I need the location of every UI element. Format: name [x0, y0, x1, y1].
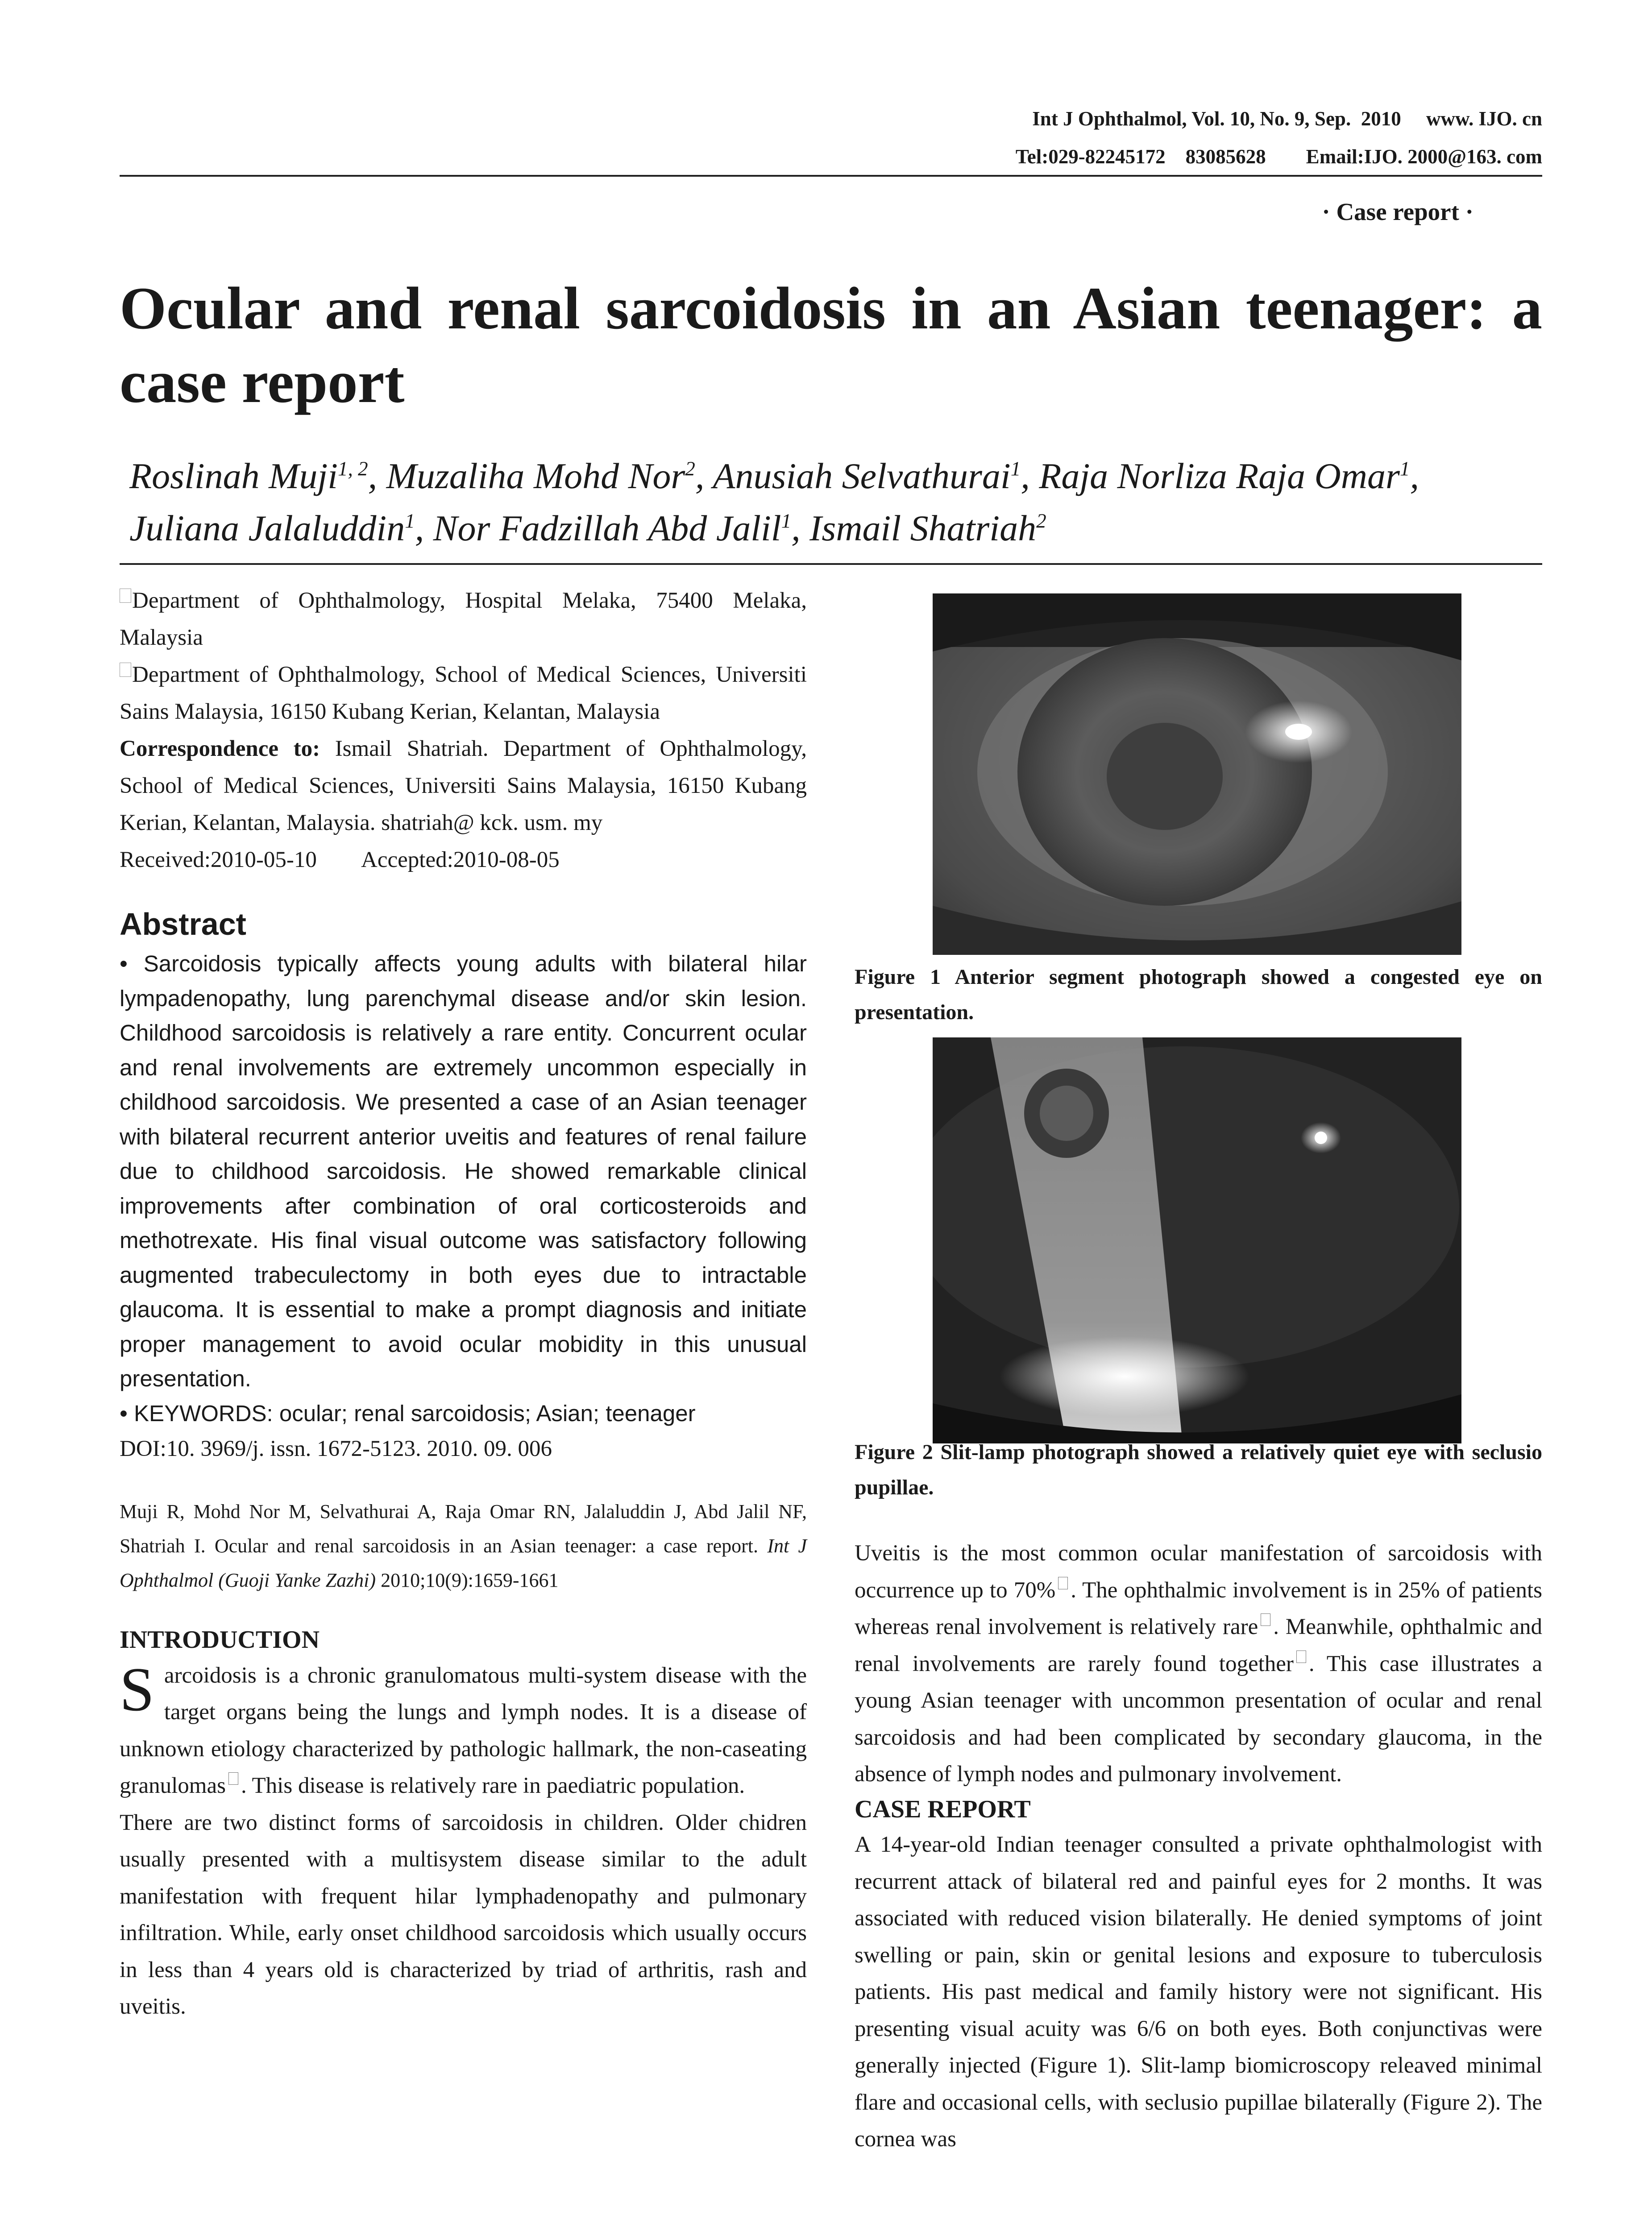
- left-column: [120, 582, 807, 2025]
- introduction-heading: INTRODUCTION: [120, 1626, 320, 1654]
- author-affil-sup: 1: [1010, 457, 1021, 480]
- header-rule: [120, 175, 1542, 177]
- reference-marker-icon: [1058, 1577, 1068, 1589]
- author-affil-sup: 1: [781, 510, 792, 532]
- figure-1-caption: Figure 1 Anterior segment photograph showed a congested eye on presentation.: [855, 965, 1542, 1024]
- citation: Muji R, Mohd Nor M, Selvathurai A, Raja Omar RN, Jalaluddin J, Abd Jalil NF, Shatriah I. Ocular and renal sarcoidosis in an Asian teenager: a case report. Int J Ophthalmol (Guoji Yanke Zazhi) 2010;10(9):1659-1661: [120, 1501, 807, 1591]
- reference-marker-icon: [1261, 1613, 1270, 1626]
- intro-paragraph-2: There are two distinct forms of sarcoidosis in children. Older chidren usually presented with a multisystem disease similar to the adult manifestation with frequent hilar lymphadenopathy and pulmonary infiltration. While, early onset childhood sarcoidosis which usually occurs in less than 4 years old is characterized by triad of arthritis, rash and uveitis.: [120, 1810, 807, 2020]
- reference-marker-icon: [228, 1772, 238, 1785]
- author-affil-sup: 1: [405, 510, 415, 532]
- author-affil-sup: 2: [685, 457, 695, 480]
- author-affil-sup: 1: [1399, 457, 1410, 480]
- eye-congested-photo: [933, 593, 1461, 955]
- drop-cap: S: [120, 1655, 154, 1724]
- abstract-heading: Abstract: [120, 907, 246, 941]
- author-name: Juliana Jalaluddin: [129, 508, 405, 549]
- abstract-text: • Sarcoidosis typically affects young adults with bilateral hilar lympadenopathy, lung parenchymal disease and/or skin lesion. Childhood sarcoidosis is relatively a rare entity. Concurrent ocular and renal involvements are extremely uncommon especially in childhood sarcoidosis. We presented a case of an Asian teenager with bilateral recurrent anterior uveitis and features of renal failure due to childhood sarcoidosis. He showed remarkable clinical improvements after combination of oral corticosteroids and methotrexate. His final visual outcome was satisfactory following augmented trabeculectomy in both eyes due to intractable glaucoma. It is essential to make a prompt diagnosis and initiate proper management to avoid ocular mobidity in this unusual presentation.: [120, 951, 807, 1391]
- author-name: Anusiah Selvathurai: [713, 456, 1011, 496]
- received-accepted: Received:2010-05-10 Accepted:2010-08-05: [120, 847, 560, 872]
- affiliation-2: Department of Ophthalmology, School of Medical Sciences, Universiti Sains Malaysia, 16150 Kubang Kerian, Kelantan, Malaysia: [120, 662, 807, 724]
- article-title: Ocular and renal sarcoidosis in an Asian teenager: a case report: [120, 275, 1542, 415]
- figure-2-eye-photo: [933, 1037, 1461, 1443]
- affiliation-1: Department of Ophthalmology, Hospital Melaka, 75400 Melaka, Malaysia: [120, 588, 807, 650]
- correspondence: [120, 730, 807, 842]
- section-tag: · Case report ·: [1322, 198, 1474, 225]
- citation-volume: 2010;10(9):1659-1661: [381, 1569, 559, 1591]
- author-name: Muzaliha Mohd Nor: [386, 456, 685, 496]
- journal-header-line1: Int J Ophthalmol, Vol. 10, No. 9, Sep. 2010 www. IJO. cn: [1032, 108, 1542, 130]
- author-name: Roslinah Muji: [129, 456, 338, 496]
- case-report-paragraph: A 14-year-old Indian teenager consulted a private ophthalmologist with recurrent attack of bilateral red and painful eyes for 2 months. It was associated with reduced vision bilaterally. He denied symptoms of joint swelling or pain, skin or genital lesions and exposure to tuberculosis patients. His past medical and family history were not significant. His presenting visual acuity was 6/6 on both eyes. Both conjunctivas were generally injected (Figure 1). Slit-lamp biomicroscopy releaved minimal flare and occasional cells, with seclusio pupillae bilaterally (Figure 2). The cornea was: [855, 1832, 1542, 2152]
- author-affil-sup: 2: [1036, 510, 1046, 532]
- figure-2-caption-block: [855, 1435, 1542, 1505]
- affiliation-marker-icon: [120, 589, 131, 603]
- author-affil-sup: 1, 2: [337, 457, 368, 480]
- right-paragraph-1: Uveitis is the most common ocular manifestation of sarcoidosis with occurrence up to 70% . The ophthalmic involvement is in 25% of patients whereas renal involvement is relatively rare . Meanwhile, ophthalmic and renal involvements are rarely found together . This case illustrates a young Asian teenager with uncommon presentation of ocular and renal sarcoidosis and had been complicated by secondary glaucoma, in the absence of lymph nodes and pulmonary involvement.: [855, 1541, 1543, 1787]
- author-name: Nor Fadzillah Abd Jalil: [433, 508, 781, 549]
- author-name: Raja Norliza Raja Omar: [1039, 456, 1400, 496]
- reference-marker-icon: [1296, 1650, 1306, 1663]
- figure-1-caption-block: [855, 959, 1542, 1030]
- journal-header-line2: Tel:029-82245172 83085628 Email:IJO. 2000@163. com: [1015, 145, 1542, 168]
- doi: DOI:10. 3969/j. issn. 1672-5123. 2010. 09. 006: [120, 1436, 552, 1461]
- affiliation-marker-icon: [120, 663, 131, 677]
- figure-1-eye-photo: [933, 593, 1461, 955]
- author-name: Ismail Shatriah: [809, 508, 1037, 549]
- keywords: • KEYWORDS: ocular; renal sarcoidosis; Asian; teenager: [120, 1400, 696, 1426]
- correspondence-label: Correspondence to:: [120, 736, 320, 761]
- right-column: [855, 1535, 1542, 2158]
- correspondence-text: Ismail Shatriah. Department of Ophthalmology, School of Medical Sciences, Universiti Sains Malaysia, 16150 Kubang Kerian, Kelantan, Malaysia. shatriah@ kck. usm. my: [120, 736, 807, 835]
- slit-lamp-photo: [933, 1037, 1461, 1443]
- intro-paragraph-1: Sarcoidosis is a chronic granulomatous multi-system disease with the target organs being the lungs and lymph nodes. It is a disease of unknown etiology characterized by pathologic hallmark, the non-caseating granulomas . This disease is relatively rare in paediatric population.: [120, 1655, 807, 1799]
- author-list: Roslinah Muji$^{1, 2}$, Muzaliha Mohd Nor$^2$, Anusiah Selvathurai$^1$, Raja Norliza Raja Omar$^1$, Juliana Jalaluddin$^1$, Nor Fadzillah Abd Jalil$^1$, Ismail Shatriah$^2$: [129, 456, 1419, 549]
- figure-2-caption: Figure 2 Slit-lamp photograph showed a relatively quiet eye with seclusio pupillae.: [855, 1440, 1542, 1499]
- authors-rule: [120, 563, 1542, 565]
- case-report-heading: CASE REPORT: [855, 1795, 1031, 1823]
- citation-journal: Int J Ophthalmol (Guoji Yanke Zazhi): [120, 1535, 807, 1591]
